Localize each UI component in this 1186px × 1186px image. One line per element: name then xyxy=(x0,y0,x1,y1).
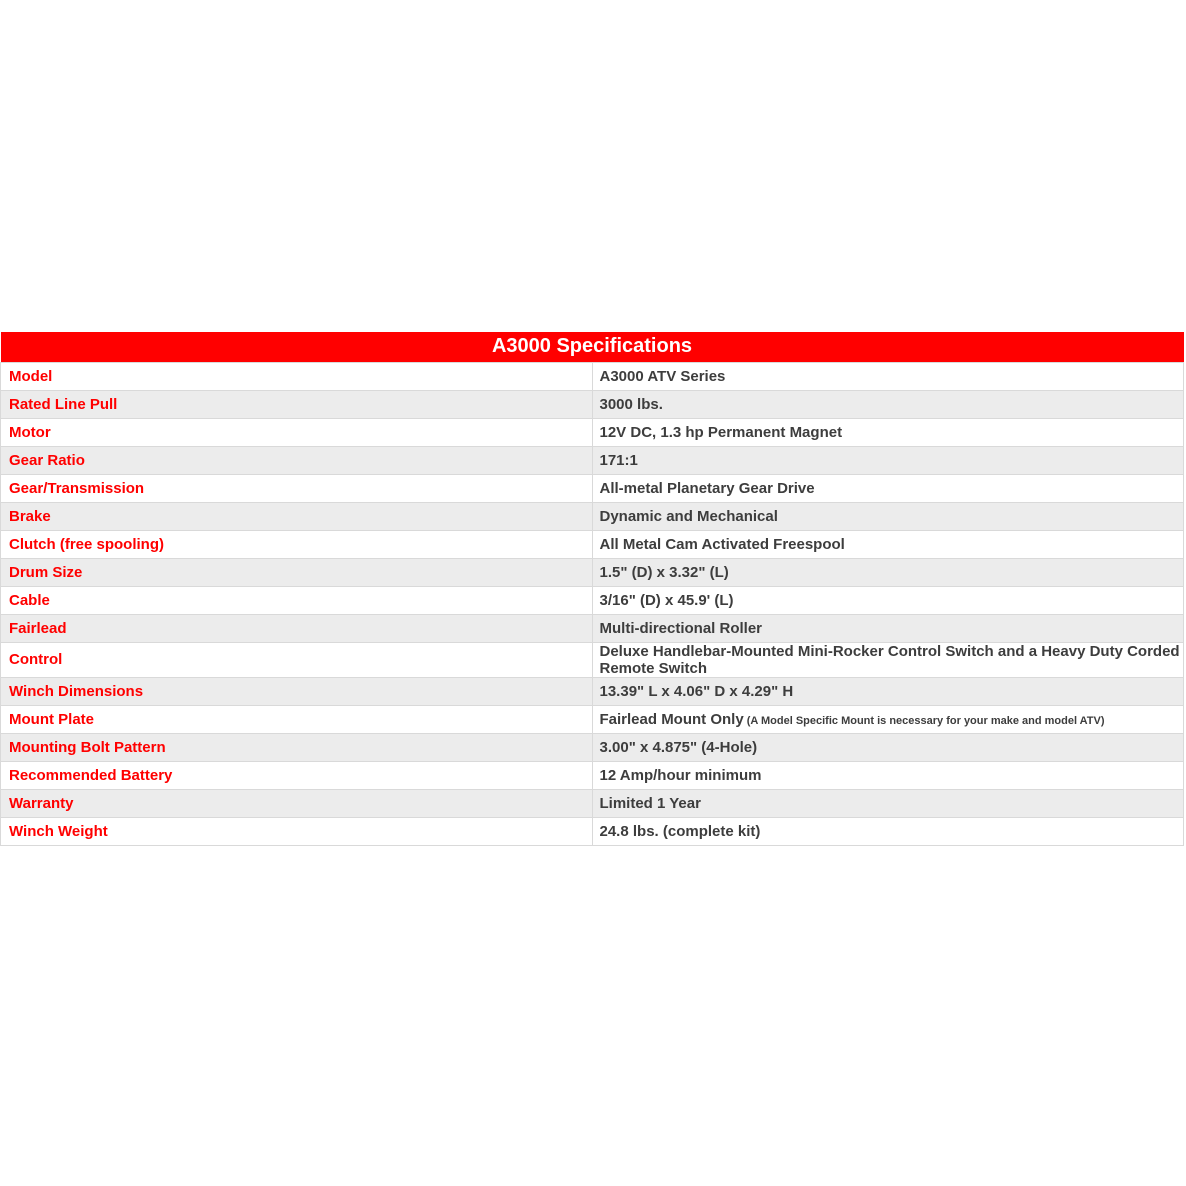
spec-row xyxy=(1,733,1184,761)
spec-row xyxy=(1,446,1184,474)
spec-value-text: All-metal Planetary Gear Drive xyxy=(599,479,815,497)
spec-row xyxy=(1,761,1184,789)
spec-value-text: Dynamic and Mechanical xyxy=(599,507,778,525)
spec-value xyxy=(592,817,1184,845)
spec-label: Cable xyxy=(1,586,593,614)
spec-label: Control xyxy=(1,642,593,677)
spec-label: Rated Line Pull xyxy=(1,390,593,418)
spec-value xyxy=(592,677,1184,705)
spec-value xyxy=(592,558,1184,586)
spec-label: Brake xyxy=(1,502,593,530)
spec-value-text: 13.39" L x 4.06" D x 4.29" H xyxy=(599,682,794,700)
spec-label: Winch Weight xyxy=(1,817,593,845)
spec-value-text: 12 Amp/hour minimum xyxy=(599,766,762,784)
spec-value xyxy=(592,418,1184,446)
spec-value xyxy=(592,446,1184,474)
spec-value-text: Fairlead Mount Only xyxy=(599,710,744,728)
spec-value xyxy=(592,586,1184,614)
spec-label: Warranty xyxy=(1,789,593,817)
spec-row xyxy=(1,614,1184,642)
spec-label: Mount Plate xyxy=(1,705,593,733)
spec-row xyxy=(1,677,1184,705)
spec-label: Drum Size xyxy=(1,558,593,586)
spec-value xyxy=(592,705,1184,733)
spec-value xyxy=(592,614,1184,642)
spec-label: Clutch (free spooling) xyxy=(1,530,593,558)
spec-value-text: A3000 ATV Series xyxy=(599,367,726,385)
spec-row xyxy=(1,502,1184,530)
spec-row xyxy=(1,705,1184,733)
table-header-row xyxy=(1,332,1184,362)
spec-value xyxy=(592,390,1184,418)
spec-value-text: 171:1 xyxy=(599,451,638,469)
spec-row xyxy=(1,558,1184,586)
spec-row xyxy=(1,362,1184,390)
spec-value-text: 3.00" x 4.875" (4-Hole) xyxy=(599,738,758,756)
spec-label: Model xyxy=(1,362,593,390)
spec-value-text: 24.8 lbs. (complete kit) xyxy=(599,822,761,840)
spec-value xyxy=(592,642,1184,677)
spec-value-text: 12V DC, 1.3 hp Permanent Magnet xyxy=(599,423,843,441)
spec-table-body xyxy=(1,362,1184,845)
spec-label: Fairlead xyxy=(1,614,593,642)
table-title: A3000 Specifications xyxy=(1,332,1184,362)
spec-value-text: Multi-directional Roller xyxy=(599,619,763,637)
spec-label: Gear Ratio xyxy=(1,446,593,474)
spec-value-text: Deluxe Handlebar-Mounted Mini-Rocker Control Switch and a Heavy Duty Corded Remote Switch xyxy=(599,642,1180,677)
spec-label: Mounting Bolt Pattern xyxy=(1,733,593,761)
spec-value xyxy=(592,733,1184,761)
spec-value-text: All Metal Cam Activated Freespool xyxy=(599,535,845,553)
spec-value xyxy=(592,474,1184,502)
spec-row xyxy=(1,817,1184,845)
spec-value-text: 3000 lbs. xyxy=(599,395,663,413)
spec-value-text: 3/16" (D) x 45.9' (L) xyxy=(599,591,734,609)
spec-label: Winch Dimensions xyxy=(1,677,593,705)
spec-row xyxy=(1,586,1184,614)
spec-value-text: Limited 1 Year xyxy=(599,794,701,812)
spec-row xyxy=(1,642,1184,677)
spec-label: Recommended Battery xyxy=(1,761,593,789)
spec-value xyxy=(592,502,1184,530)
spec-value xyxy=(592,362,1184,390)
specifications-section xyxy=(0,332,1184,846)
spec-row xyxy=(1,390,1184,418)
spec-label: Motor xyxy=(1,418,593,446)
spec-label: Gear/Transmission xyxy=(1,474,593,502)
spec-row xyxy=(1,530,1184,558)
spec-row xyxy=(1,789,1184,817)
spec-row xyxy=(1,474,1184,502)
spec-value-text: 1.5" (D) x 3.32" (L) xyxy=(599,563,729,581)
spec-note: (A Model Specific Mount is necessary for your make and model ATV) xyxy=(743,714,1105,727)
spec-value xyxy=(592,789,1184,817)
specifications-table xyxy=(0,332,1184,846)
spec-value xyxy=(592,761,1184,789)
spec-row xyxy=(1,418,1184,446)
spec-value xyxy=(592,530,1184,558)
